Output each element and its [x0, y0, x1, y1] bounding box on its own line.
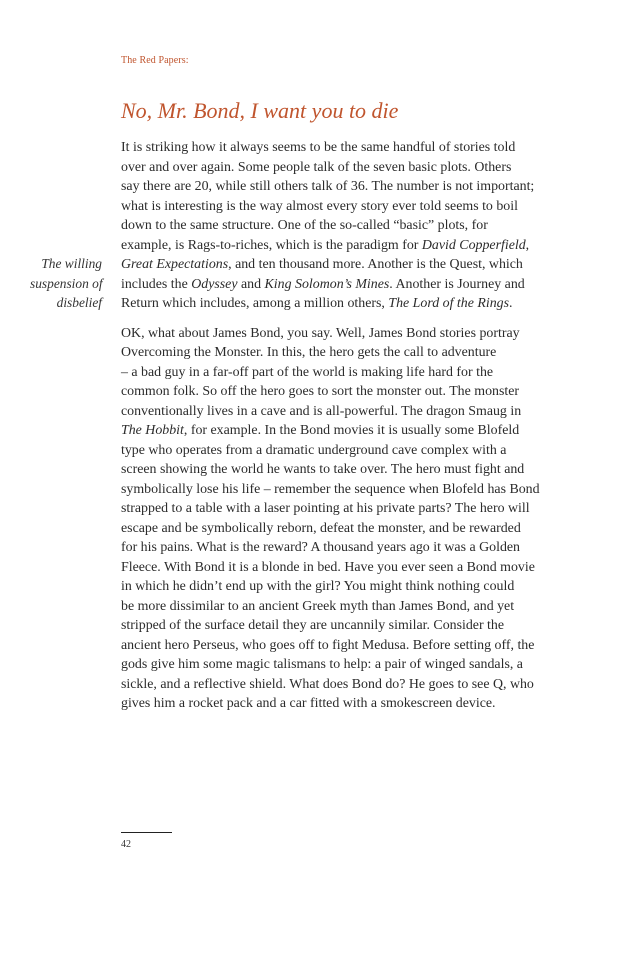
margin-note-line: suspension of: [30, 275, 103, 291]
text-run: in which he didn’t end up with the girl? You might think nothing could: [121, 579, 515, 594]
text-line: [121, 343, 561, 363]
text-run: for his pains. What is the reward? A thousand years ago it was a Golden: [121, 540, 521, 555]
text-line: [121, 255, 561, 275]
text-line: [121, 421, 561, 441]
text-line: [121, 675, 561, 695]
text-run: what is interesting is the way almost every story ever told seems to boil: [121, 198, 518, 214]
running-head: The Red Papers:: [121, 55, 189, 66]
text-line: [121, 363, 561, 383]
margin-note-line: The willing: [41, 256, 102, 271]
paragraph: [121, 138, 561, 314]
text-line: [121, 460, 561, 480]
text-line: [121, 158, 561, 178]
text-run: Return which includes, among a million others,: [121, 296, 389, 311]
text-line: [121, 441, 561, 461]
text-line: [121, 577, 561, 597]
text-line: [121, 216, 561, 236]
text-line: [121, 236, 561, 256]
text-run: type who operates from a dramatic underground cave complex with a: [121, 442, 507, 458]
text-run: sickle, and a reflective shield. What does Bond do? He goes to see Q, who: [121, 676, 534, 692]
italic-title: Odyssey: [191, 276, 238, 292]
text-run: It is striking how it always seems to be the same handful of stories told: [121, 140, 516, 155]
page-number: 42: [121, 839, 131, 850]
italic-title: King Solomon’s Mines: [264, 276, 390, 292]
text-line: [121, 324, 561, 344]
text-run: example, is Rags-to-riches, which is the paradigm for: [121, 237, 422, 253]
text-run: gives him a rocket pack and a car fitted with a smokescreen device.: [121, 696, 496, 711]
italic-title: The Hobbit: [121, 423, 184, 438]
text-run: gods give him some magic talismans to help: a pair of winged sandals, a: [121, 657, 523, 672]
text-run: – a bad guy in a far-off part of the world is making life hard for the: [121, 364, 494, 380]
text-run: . Another is Journey and: [389, 276, 525, 292]
italic-title: The Lord of the Rings: [388, 296, 510, 311]
text-run: escape and be symbolically reborn, defeat the monster, and be rewarded: [121, 520, 521, 536]
paragraph: [121, 324, 561, 714]
text-line: [121, 694, 561, 714]
text-run: and: [237, 276, 265, 292]
text-run: .: [509, 296, 513, 311]
italic-title: David Copperfield: [421, 237, 526, 253]
text-run: ancient hero Perseus, who goes off to fight Medusa. Before setting off, the: [121, 637, 535, 653]
text-run: common folk. So off the hero goes to sort the monster out. The monster: [121, 384, 520, 399]
text-line: [121, 616, 561, 636]
text-line: [121, 538, 561, 558]
text-run: , and ten thousand more. Another is the Quest, which: [228, 257, 523, 272]
text-run: includes the: [121, 276, 192, 292]
text-run: OK, what about James Bond, you say. Well, James Bond stories portray: [121, 325, 520, 341]
text-run: Fleece. With Bond it is a blonde in bed. Have you ever seen a Bond movie: [121, 559, 535, 575]
italic-title: Great Expectations: [121, 257, 229, 272]
text-line: [121, 636, 561, 656]
text-line: [121, 480, 561, 500]
text-run: be more dissimilar to an ancient Greek myth than James Bond, and yet: [121, 598, 515, 614]
footer-rule: [121, 832, 172, 833]
text-line: [121, 275, 561, 295]
text-run: screen showing the world he wants to take over. The hero must fight and: [121, 462, 525, 477]
text-line: [121, 499, 561, 519]
text-line: [121, 382, 561, 402]
body-text: [121, 138, 561, 714]
margin-note: [30, 254, 102, 313]
text-run: Overcoming the Monster. In this, the hero gets the call to adventure: [121, 345, 497, 360]
text-run: symbolically lose his life – remember the sequence when Blofeld has Bond: [121, 481, 540, 497]
text-line: [121, 655, 561, 675]
text-run: stripped of the surface detail they are uncannily similar. Consider the: [121, 618, 505, 633]
text-line: [121, 558, 561, 578]
text-run: say there are 20, while still others talk of 36. The number is not important;: [121, 179, 535, 194]
text-line: [121, 197, 561, 217]
text-run: conventionally lives in a cave and is all-powerful. The dragon Smaug in: [121, 403, 522, 419]
page-title: No, Mr. Bond, I want you to die: [121, 98, 399, 123]
text-line: [121, 177, 561, 197]
text-line: [121, 519, 561, 539]
text-run: , for example. In the Bond movies it is usually some Blofeld: [183, 423, 520, 438]
text-line: [121, 402, 561, 422]
text-run: over and over again. Some people talk of the seven basic plots. Others: [121, 159, 512, 175]
text-run: ,: [525, 237, 530, 253]
text-line: [121, 294, 561, 314]
text-line: [121, 597, 561, 617]
text-line: [121, 138, 561, 158]
text-run: down to the same structure. One of the so-called “basic” plots, for: [121, 218, 488, 233]
margin-note-line: disbelief: [56, 295, 102, 311]
text-run: strapped to a table with a laser pointing at his private parts? The hero will: [121, 501, 530, 516]
